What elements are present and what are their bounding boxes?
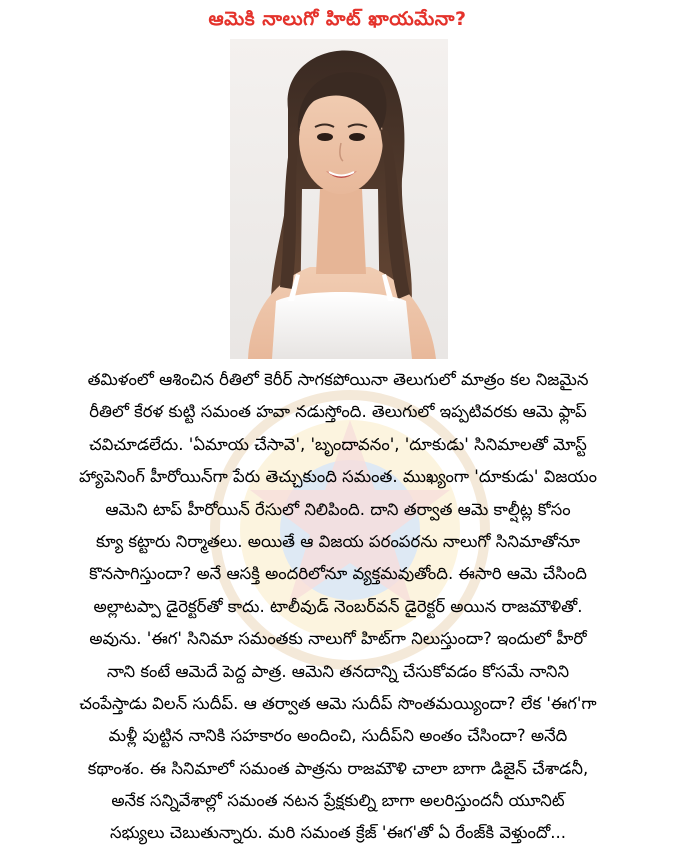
article-line: చంపేస్తాడు విలన్ సుదీప్. ఆ తర్వాత ఆమె సుదీప్ సొంతమయ్యిందా? లేక 'ఈగ'గా <box>79 693 597 713</box>
article-line: సభ్యులు చెబుతున్నారు. మరి సమంత క్రేజ్ 'ఈగ'తో ఏ రేంజ్‌కి వెళ్తుందో... <box>109 823 567 843</box>
article-line: రీతిలో కేరళ కుట్టి సమంత హవా నడుస్తోంది. తెలుగులో ఇప్పటివరకు ఆమె ఫ్లాప్ <box>89 402 587 422</box>
portrait-photo <box>230 39 448 359</box>
article-line: కథాంశం. ఈ సినిమాలో సమంత పాత్రను రాజమౌళి చాలా బాగా డిజైన్ చేశాడనీ, <box>87 758 589 778</box>
article-line: అల్లాటప్పా డైరెక్టర్‌తో కాదు. టాలీవుడ్ నెంబర్‌వన్ డైరెక్టర్ అయిన రాజమౌళితో. <box>93 596 583 616</box>
article-line: తమిళంలో ఆశించిన రీతిలో కెరీర్ సాగకపోయినా తెలుగులో మాత్రం కల నిజమైన <box>87 370 589 389</box>
article-line: అనేక సన్నివేశాల్లో సమంత నటన ప్రేక్షకుల్ని బాగా అలరిస్తుందనీ యూనిట్ <box>111 791 565 811</box>
article-line: మళ్లీ పుట్టిన నానికి సహకారం అందించి, సుదీప్‌ని అంతం చేసిందా? అనేది <box>108 726 568 746</box>
article-line: కొనసాగిస్తుందా? అనే ఆసక్తి అందరిలోనూ వ్యక్తమవుతోంది. ఈసారి ఆమె చేసింది <box>89 564 587 584</box>
article-line: క్యూ కట్టారు నిర్మాతలు. అయితే ఆ విజయ పరంపరను నాలుగో సినిమాతోనూ <box>95 531 581 551</box>
article-line: అవును. 'ఈగ' సినిమా సమంతకు నాలుగో హిట్‌గా నిలుస్తుందా? ఇందులో హీరో <box>89 629 587 649</box>
article-line: ఆమెని టాప్ హీరోయిన్ రేసులో నిలిపింది. దాని తర్వాత ఆమె కాల్షీట్ల కోసం <box>105 499 571 519</box>
article-headline: ఆమెకి నాలుగో హిట్ ఖాయమేనా? <box>208 8 467 30</box>
article-line: హ్యాపెనింగ్ హీరోయిన్‌గా పేరు తెచ్చుకుంది సమంత. ముఖ్యంగా 'దూకుడు' విజయం <box>78 467 598 487</box>
article-line: చవిచూడలేదు. 'ఏమాయ చేసావె', 'బృందావనం', 'దూకుడు' సినిమాలతో మోస్ట్ <box>89 434 587 454</box>
article-body <box>38 364 638 850</box>
article-line: నాని కంటే ఆమెదే పెద్ద పాత్ర. ఆమెని తనదాన్ని చేసుకోవడం కోసమే నానిని <box>106 661 570 681</box>
